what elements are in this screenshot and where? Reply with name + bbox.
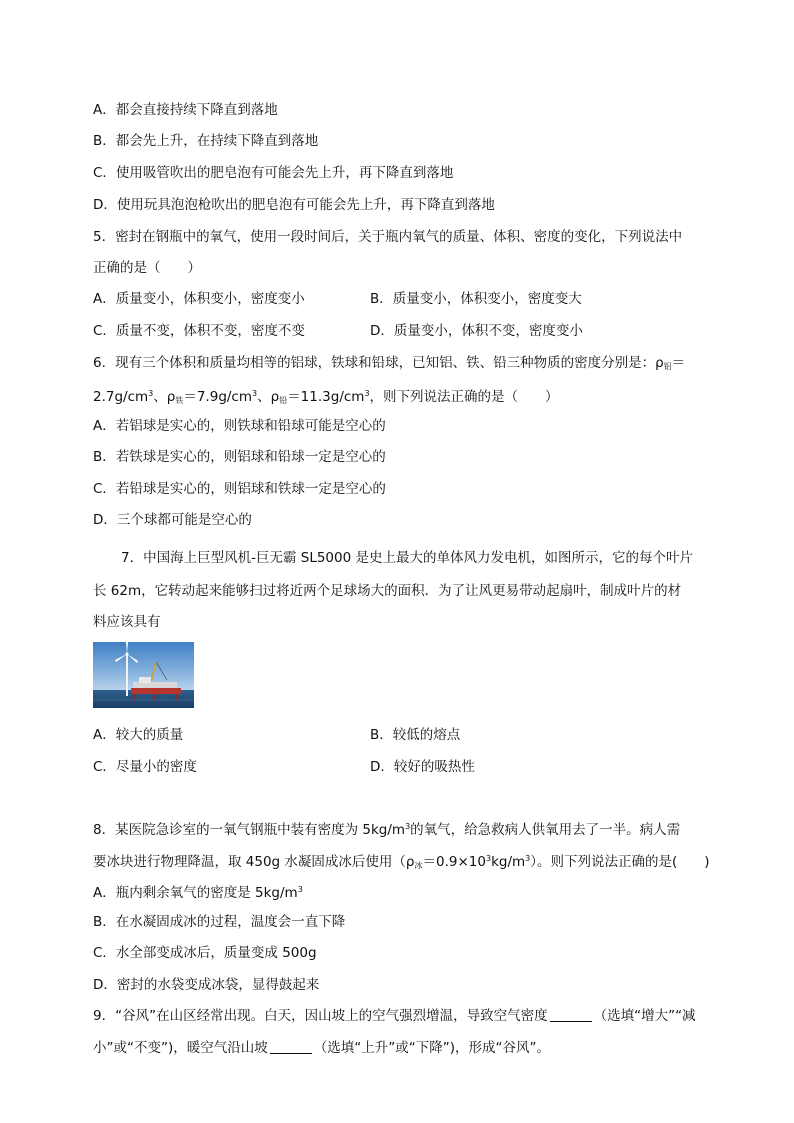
q5-option-d: D．质量变小，体积不变，密度变小 [370,323,583,339]
q7-option-b: B．较低的熔点 [370,727,461,743]
q9-line2: 小”或“不变”)，暖空气沿山坡 （选填“上升”或“下降”)，形成“谷风”。 [93,1040,550,1056]
q8-option-b: B．在水凝固成冰的过程，温度会一直下降 [93,914,346,930]
q5-option-b: B．质量变小，体积变小，密度变大 [370,291,582,307]
q8-option-d: D．密封的水袋变成冰袋，显得鼓起来 [93,977,320,993]
q7-stem-line1: 7．中国海上巨型风机-巨无霸 SL5000 是史上最大的单体风力发电机，如图所示，它的每个叶片 [121,550,693,566]
q6-option-d: D．三个球都可能是空心的 [93,512,252,528]
q8-option-a: A．瓶内剩余氧气的密度是 $5kg/m^3$ [93,885,303,901]
q4-option-c: C．使用吸管吹出的肥皂泡有可能会先上升，再下降直到落地 [93,165,454,181]
q7-stem-line3: 料应该具有 [93,614,161,630]
q5-option-c: C．质量不变，体积不变，密度不变 [93,323,305,339]
q4-option-b: B．都会先上升，在持续下降直到落地 [93,133,319,149]
q9-line1: 9．“谷风”在山区经常出现。白天，因山坡上的空气强烈增温，导致空气密度 （选填“增大”“减 [93,1008,696,1024]
q4-option-a: A．都会直接持续下降直到落地 [93,102,278,118]
q6-stem-line1: 6．现有三个体积和质量均相等的铝球，铁球和铅球，已知铝、铁、铅三种物质的密度分别是：$\rho_铝=$ [93,355,686,371]
q7-stem-line2: 长 62m，它转动起来能够扫过将近两个足球场大的面积．为了让风更易带动起扇叶，制成叶片的材 [93,583,682,599]
q5-stem-line2: 正确的是（ ） [93,260,201,276]
q4-option-d: D．使用玩具泡泡枪吹出的肥皂泡有可能会先上升，再下降直到落地 [93,197,495,213]
q7-option-a: A．较大的质量 [93,727,184,743]
q5-option-a: A．质量变小，体积变小，密度变小 [93,291,305,307]
q8-stem-line1: 8．某医院急诊室的一氧气钢瓶中装有密度为 $5kg/m^3$的氧气，给急救病人供氧用去了一半。病人需 [93,822,681,838]
wind-turbine-photo [93,642,194,708]
q6-option-b: B．若铁球是实心的，则铝球和铅球一定是空心的 [93,449,386,465]
q6-option-c: C．若铅球是实心的，则铝球和铁球一定是空心的 [93,481,386,497]
q8-stem-line2: 要冰块进行物理降温，取 450g 水凝固成冰后使用$(\rho_冰=0.9\times 10^3kg/m^3)$。则下列说法正确的是( ) [93,854,710,870]
answer-blank-1[interactable] [550,1009,592,1022]
answer-blank-2[interactable] [270,1041,312,1054]
q7-option-d: D．较好的吸热性 [370,759,475,775]
q6-stem-line2: $2.7g/cm^3$、$\rho_铁=7.9g/cm^3$、$\rho_铅=11.3g/cm^3$，则下列说法正确的是（ ） [93,389,559,405]
q5-stem-line1: 5．密封在钢瓶中的氧气，使用一段时间后，关于瓶内氧气的质量、体积、密度的变化，下列说法中 [93,229,683,245]
q8-option-c: C．水全部变成冰后，质量变成 500g [93,945,317,961]
q6-option-a: A．若铝球是实心的，则铁球和铅球可能是空心的 [93,418,386,434]
q7-option-c: C．尽量小的密度 [93,759,197,775]
